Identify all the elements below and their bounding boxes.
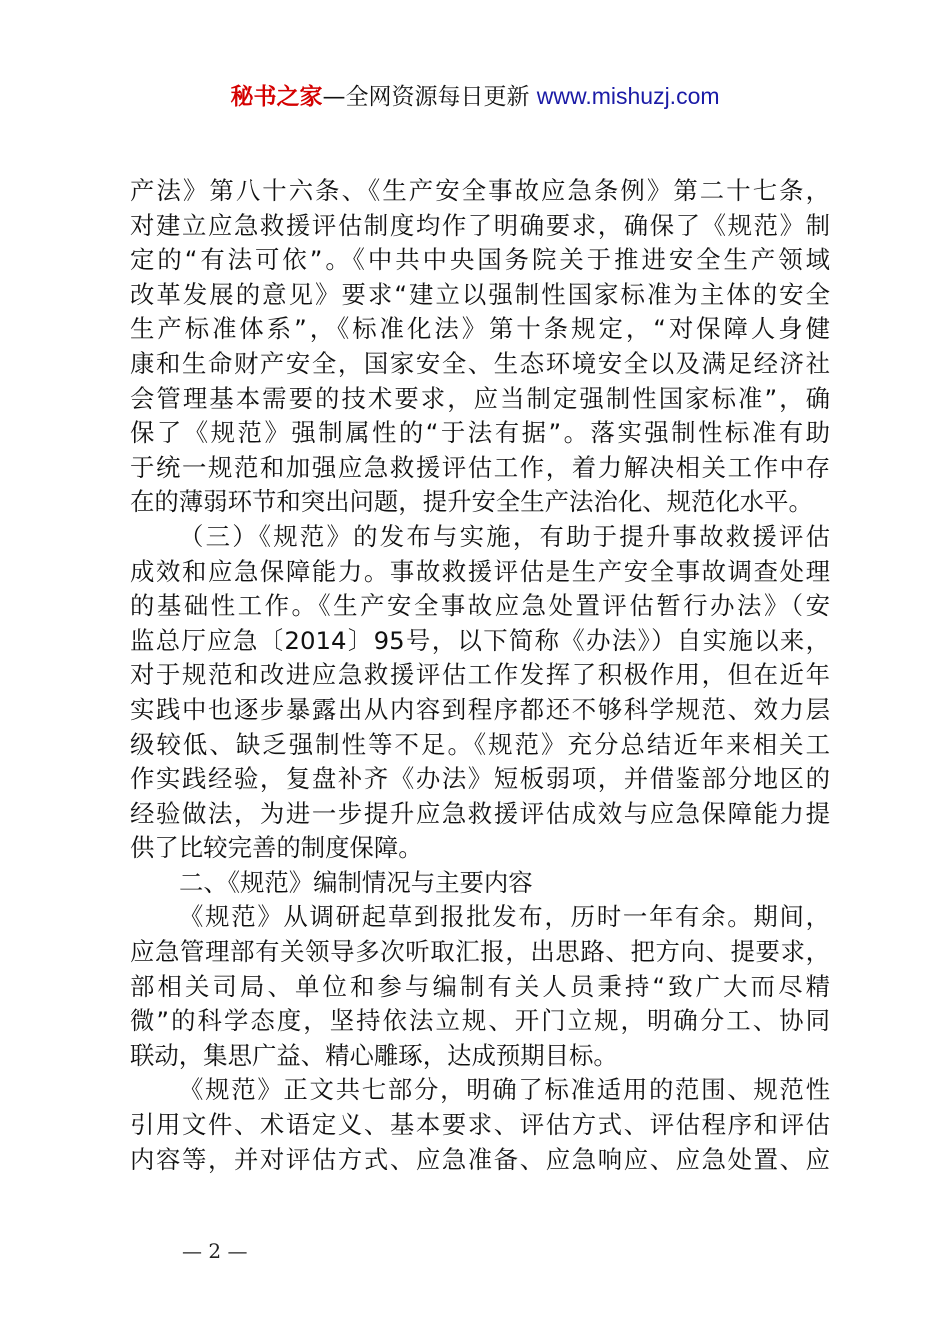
text-line: 实践中也逐步暴露出从内容到程序都还不够科学规范、效力层 [130, 694, 830, 724]
page-number: — 2 — [182, 1239, 248, 1263]
text-line: 监总厅应急〔2014〕95号，以下简称《办法》）自实施以来， [130, 625, 830, 655]
text-line: 改革发展的意见》要求“建立以强制性国家标准为主体的安全 [130, 279, 830, 309]
text-line: 级较低、缺乏强制性等不足。《规范》充分总结近年来相关工 [130, 729, 830, 759]
text-line: 保了《规范》强制属性的“于法有据”。落实强制性标准有助 [130, 418, 830, 448]
text-line: 成效和应急保障能力。事故救援评估是生产安全事故调查处理 [130, 556, 830, 586]
text-line: 联动，集思广益、精心雕琢，达成预期目标。 [130, 1040, 618, 1070]
text-line: 作实践经验，复盘补齐《办法》短板弱项，并借鉴部分地区的 [130, 764, 830, 794]
text-line: 微”的科学态度，坚持依法立规、开门立规，明确分工、协同 [130, 1006, 830, 1036]
text-line: 的基础性工作。《生产安全事故应急处置评估暂行办法》（安 [130, 591, 830, 621]
site-brand: 秘书之家 [230, 84, 323, 110]
text-line: 对建立应急救援评估制度均作了明确要求，确保了《规范》制 [130, 210, 830, 240]
text-line: 供了比较完善的制度保障。 [130, 833, 423, 863]
text-line: 引用文件、术语定义、基本要求、评估方式、评估程序和评估 [130, 1110, 830, 1140]
text-line: 康和生命财产安全，国家安全、生态环境安全以及满足经济社 [130, 348, 830, 378]
section-heading: 二、《规范》编制情况与主要内容 [179, 867, 533, 897]
text-line: 于统一规范和加强应急救援评估工作，着力解决相关工作中存 [130, 452, 830, 482]
text-line: 《规范》从调研起草到报批发布，历时一年有余。期间， [179, 902, 830, 932]
text-line: 产法》第八十六条、《生产安全事故应急条例》第二十七条， [130, 176, 830, 205]
text-line: 应急管理部有关领导多次听取汇报，出思路、把方向、提要求， [130, 937, 830, 967]
text-line: 《规范》正文共七部分，明确了标准适用的范围、规范性 [179, 1075, 830, 1105]
text-line: 对于规范和改进应急救援评估工作发挥了积极作用，但在近年 [130, 660, 830, 690]
text-line: 生产标准体系”，《标准化法》第十条规定，“对保障人身健 [130, 314, 830, 344]
text-line: 部相关司局、单位和参与编制有关人员秉持“致广大而尽精 [130, 971, 830, 1001]
site-tagline: —全网资源每日更新 [322, 84, 530, 110]
text-line: 在的薄弱环节和突出问题，提升安全生产法治化、规范化水平。 [130, 487, 813, 517]
text-line: 会管理基本需要的技术要求，应当制定强制性国家标准”，确 [130, 383, 830, 413]
text-line: 内容等，并对评估方式、应急准备、应急响应、应急处置、应 [130, 1144, 830, 1174]
text-line: 经验做法，为进一步提升应急救援评估成效与应急保障能力提 [130, 798, 830, 828]
site-url-link[interactable]: www.mishuzj.com [536, 83, 720, 109]
text-line: 定的“有法可依”。《中共中央国务院关于推进安全生产领域 [130, 245, 830, 275]
document-body [130, 174, 830, 1177]
text-line: （三）《规范》的发布与实施，有助于提升事故救援评估 [179, 521, 830, 551]
site-header [0, 80, 950, 113]
